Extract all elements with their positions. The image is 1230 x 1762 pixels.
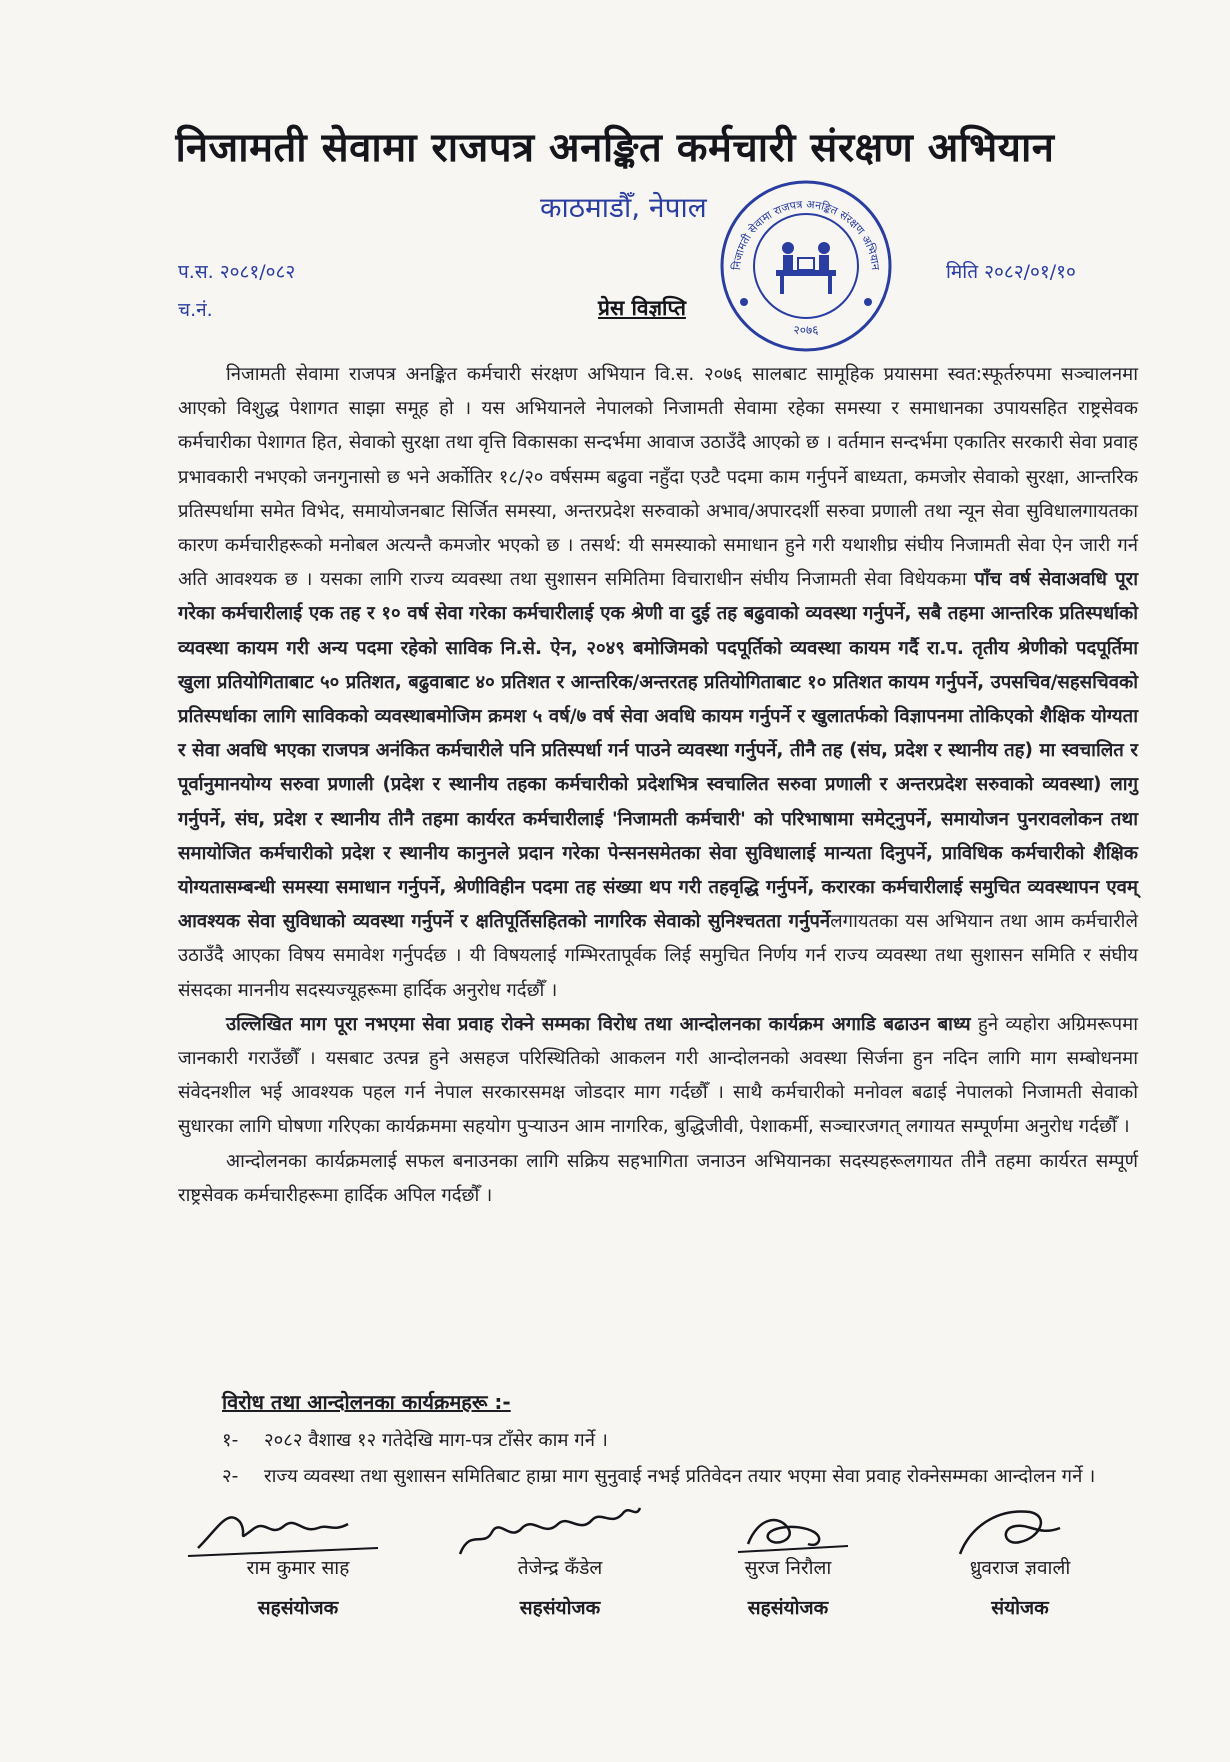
signatory-name: ध्रुवराज ज्ञवाली <box>969 1557 1071 1579</box>
program-item <box>222 1460 1142 1494</box>
signatory-block <box>668 1498 908 1628</box>
signatory-block <box>178 1498 418 1628</box>
seal-text: निजामती सेवामा राजपत्र अनङ्कित संरक्षण अभियान <box>730 197 882 271</box>
seal-year: २०७६ <box>793 323 819 337</box>
paragraph-1-closing: लगायतका यस अभियान तथा आम कर्मचारीले उठाउँदै आएका विषय समावेश गर्नुपर्दछ । यी विषयलाई गम्भिरतापूर्वक लिई समुचित निर्णय गर्न राज्य व्यवस्था तथा सुशासन समिति र संघीय संसदका माननीय सदस्यज्यूहरूमा हार्दिक अनुरोध गर्दछौँ । <box>178 911 1138 1001</box>
organization-title: निजामती सेवामा राजपत्र अनङ्कित कर्मचारी संरक्षण अभियान <box>175 125 1055 171</box>
programs-heading: विरोध तथा आन्दोलनका कार्यक्रमहरू :- <box>222 1390 511 1414</box>
signatory-block <box>440 1498 680 1628</box>
body-paragraph-3: आन्दोलनका कार्यक्रमलाई सफल बनाउनका लागि सक्रिय सहभागिता जनाउन अभियानका सदस्यहरूलगायत तीनै तहमा कार्यरत सम्पूर्ण राष्ट्रसेवक कर्मचारीहरूमा हार्दिक अपिल गर्दछौँ । <box>178 1150 1138 1206</box>
signatory-role: संयोजक <box>991 1597 1049 1619</box>
svg-text:निजामती सेवामा राजपत्र अनङ्कित <box>730 198 882 272</box>
program-item-text: राज्य व्यवस्था तथा सुशासन समितिबाट हाम्रा माग सुनुवाई नभई प्रतिवेदन तयार भएमा सेवा प्रवाह रोक्नेसम्मका आन्दोलन गर्ने । <box>264 1466 1096 1487</box>
signature-mark-icon <box>440 1498 680 1562</box>
paragraph-1-demands: पाँच वर्ष सेवाअवधि पूरा गरेका कर्मचारीलाई एक तह र १० वर्ष सेवा गरेका कर्मचारीलाई एक श्रेणी वा दुई तह बढुवाको व्यवस्था गर्नुपर्ने, सबै तहमा आन्तरिक प्रतिस्पर्धाको व्यवस्था कायम गरी अन्य पदमा रहेको साविक नि.से. ऐन, २०४९ बमोजिमको पदपूर्तिको व्यवस्था कायम गर्दै रा.प. तृतीय श्रेणीको पदपूर्तिमा खुला प्रतियोगिताबाट ५० प्रतिशत, बढुवाबाट ४० प्रतिशत र आन्तरिक/अन्तरतह प्रतियोगिताबाट १० प्रतिशत कायम गर्नुपर्ने, उपसचिव/सहसचिवको प्रतिस्पर्धाका लागि साविकको व्यवस्थाबमोजिम क्रमश ५ वर्ष/७ वर्ष सेवा अवधि कायम गर्नुपर्ने र खुलातर्फको विज्ञापनमा तोकिएको शैक्षिक योग्यता र सेवा अवधि भएका राजपत्र अनंकित कर्मचारीले पनि प्रतिस्पर्धा गर्न पाउने व्यवस्था गर्नुपर्ने, तीनै तह (संघ, प्रदेश र स्थानीय तह) मा स्वचालित र पूर्वानुमानयोग्य सरुवा प्रणाली (प्रदेश र स्थानीय तहका कर्मचारीको प्रदेशभित्र स्वचालित सरुवा प्रणाली र अन्तरप्रदेश सरुवाको व्यवस्था) लागु गर्नुपर्ने, संघ, प्रदेश र स्थानीय तीनै तहमा कार्यरत कर्मचारीलाई 'निजामती कर्मचारी' को परिभाषामा समेट्नुपर्ने, समायोजन पुनरावलोकन तथा समायोजित कर्मचारीको प्रदेश र स्थानीय कानुनले प्रदान गरेका पेन्सनसमेतका सेवा सुविधालाई मान्यता दिनुपर्ने, प्राविधिक कर्मचारीको शैक्षिक योग्यतासम्बन्धी समस्या समाधान गर्नुपर्ने, श्रेणीविहीन पदमा तह संख्या थप गरी तहवृद्धि गर्नुपर्ने, करारका कर्मचारीलाई समुचित व्यवस्थापन एवम् आवश्यक सेवा सुविधाको व्यवस्था गर्नुपर्ने र क्षतिपूर्तिसहितको नागरिक सेवाको सुनिश्चतता गर्नुपर्ने <box>178 569 1138 933</box>
signatory-name: सुरज निरौला <box>744 1557 832 1579</box>
reference-number: प.स. २०८१/०८२ <box>178 261 296 283</box>
signature-mark-icon <box>668 1498 908 1562</box>
program-item <box>222 1424 1142 1458</box>
dispatch-number-label: च.नं. <box>178 299 213 321</box>
signatory-role: सहसंयोजक <box>519 1597 601 1619</box>
signatory-block <box>900 1498 1140 1628</box>
document-type-heading: प्रेस विज्ञप्ति <box>598 296 686 320</box>
location-line: काठमाडौँ, नेपाल <box>540 191 707 224</box>
body-paragraph-1 <box>178 358 1138 1008</box>
signatory-name: राम कुमार साह <box>246 1557 350 1579</box>
program-item-number: १- <box>222 1430 239 1451</box>
date-line: मिति २०८२/०१/१० <box>946 261 1076 283</box>
signature-mark-icon <box>900 1498 1140 1562</box>
program-item-number: २- <box>222 1466 239 1487</box>
body-paragraph-2 <box>178 1008 1138 1145</box>
signature-mark-icon <box>178 1498 418 1562</box>
signatory-role: सहसंयोजक <box>747 1597 829 1619</box>
signatory-role: सहसंयोजक <box>257 1597 339 1619</box>
paragraph-2-text: हुने व्यहोरा अग्रिमरूपमा जानकारी गराउँछौँ । यसबाट उत्पन्न हुने असहज परिस्थितिको आकलन गरी आन्दोलनको अवस्था सिर्जना हुन नदिन लागि माग सम्बोधनमा संवेदनशील भई आवश्यक पहल गर्न नेपाल सरकारसमक्ष जोडदार माग गर्दछौँ । साथै कर्मचारीको मनोवल बढाई नेपालको निजामती सेवाको सुधारका लागि घोषणा गरिएका कार्यक्रममा सहयोग पुर्‍याउन आम नागरिक, बुद्धिजीवी, पेशाकर्मी, सञ्चारजगत् लगायत सम्पूर्णमा अनुरोध गर्दछौँ । <box>178 1013 1138 1138</box>
program-item-text: २०८२ वैशाख १२ गतेदेखि माग-पत्र टाँसेर काम गर्ने । <box>264 1430 608 1451</box>
press-release-body <box>178 358 1138 1213</box>
paragraph-2-warning: उल्लिखित माग पूरा नभएमा सेवा प्रवाह रोक्ने सम्मका विरोध तथा आन्दोलनका कार्यक्रम अगाडि बढाउन बाध्य <box>226 1013 971 1035</box>
signatory-name: तेजेन्द्र कँडेल <box>517 1557 603 1579</box>
paragraph-1-intro: निजामती सेवामा राजपत्र अनङ्कित कर्मचारी संरक्षण अभियान वि.स. २०७६ सालबाट सामूहिक प्रयासमा स्वत:स्फूर्तरुपमा सञ्चालनमा आएको विशुद्ध पेशागत साझा समूह हो । यस अभियानले नेपालको निजामती सेवामा रहेका समस्या र समाधानका उपायसहित राष्ट्रसेवक कर्मचारीका पेशागत हित, सेवाको सुरक्षा तथा वृत्ति विकासका सन्दर्भमा आवाज उठाउँदै आएको छ । वर्तमान सन्दर्भमा एकातिर सरकारी सेवा प्रवाह प्रभावकारी नभएको जनगुनासो छ भने अर्कोतिर १८/२० वर्षसम्म बढुवा नहुँदा एउटै पदमा काम गर्नुपर्ने बाध्यता, कमजोर सेवाको सुरक्षा, आन्तरिक प्रतिस्पर्धामा समेत विभेद, समायोजनबाट सिर्जित समस्या, अन्तरप्रदेश सरुवाको अभाव/अपारदर्शी सरुवा प्रणाली तथा न्यून सेवा सुविधालगायतका कारण कर्मचारीहरूको मनोबल अत्यन्तै कमजोर भएको छ । तसर्थ: यी समस्याको समाधान हुने गरी यथाशीघ्र संघीय निजामती सेवा ऐन जारी गर्न अति आवश्यक छ । यसका लागि राज्य व्यवस्था तथा सुशासन समितिमा विचाराधीन संघीय निजामती सेवा विधेयकमा <box>178 364 1138 591</box>
organization-seal-icon <box>718 178 894 354</box>
